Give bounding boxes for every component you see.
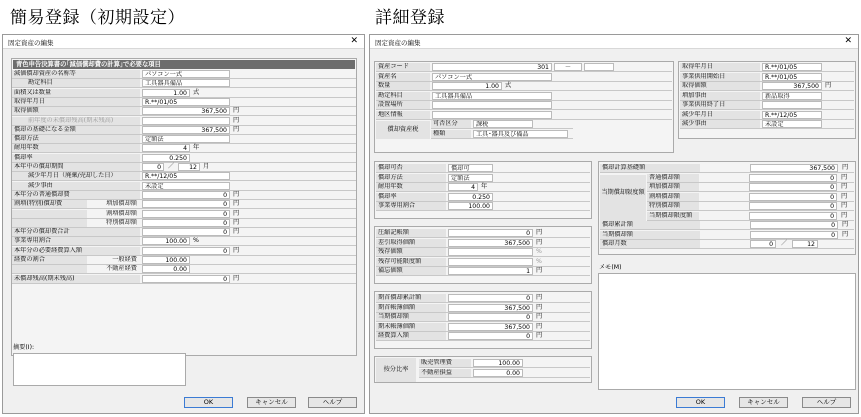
compression-panel (374, 226, 592, 284)
field-value[interactable] (448, 248, 533, 256)
form-row (376, 229, 590, 238)
unit-label: 円 (842, 230, 849, 238)
field-label: 残存価額 (376, 248, 446, 256)
field-label: 勘定科目 (376, 92, 430, 100)
field-label: 取得価額 (12, 107, 140, 115)
field-label: 本年分の償却費合計 (12, 228, 140, 236)
unit-label: 円 (842, 164, 849, 171)
allocation-panel (374, 356, 592, 383)
field-label: 取得価額 (680, 82, 760, 90)
unit-label: 円 (842, 221, 849, 228)
simple-titlebar (3, 35, 364, 49)
field-label: 面積又は数量 (12, 89, 140, 97)
memo-textarea[interactable] (13, 353, 186, 386)
form-row (12, 247, 356, 256)
field-value[interactable]: 0 (749, 202, 837, 210)
field-value[interactable]: 367,500 (448, 304, 533, 312)
form-row (12, 70, 356, 79)
field-value[interactable]: 新品取得 (762, 92, 822, 100)
unit-label: 円 (536, 332, 543, 339)
field-value[interactable]: 100.00 (473, 359, 523, 367)
form-row (12, 98, 356, 107)
field-value[interactable]: 367,500 (762, 82, 822, 90)
unit-label: 円 (841, 202, 848, 209)
form-row (376, 202, 590, 211)
form-row (600, 240, 854, 249)
field-value[interactable]: 4 (448, 183, 478, 191)
field-value[interactable]: 工具器具備品 (432, 92, 552, 100)
unit-label: 円 (536, 229, 543, 236)
field-label: 償却方法 (12, 135, 140, 143)
field-value[interactable]: 367,500 (142, 107, 230, 115)
depreciation-panel (374, 161, 592, 219)
field-value[interactable]: 0 (749, 193, 837, 201)
form-row (680, 63, 854, 72)
memo-label: メモ(M) (599, 264, 622, 271)
unit-label: 円 (233, 200, 240, 208)
form-row (12, 117, 356, 126)
field-sublabel: 特別償却額 (106, 218, 137, 226)
field-label: 取得年月日 (680, 63, 760, 71)
form-row (12, 89, 356, 98)
field-value[interactable]: 0 (749, 212, 837, 220)
field-label: 当期償却額 (376, 313, 446, 321)
form-row (12, 172, 356, 181)
field-label: 種類 (431, 130, 471, 138)
detail-registration-heading: 詳細登録 (375, 8, 445, 28)
form-row (647, 193, 854, 202)
simple-registration-heading: 簡易登録（初期設定） (10, 8, 185, 28)
field-value[interactable]: 100.00 (142, 237, 190, 245)
field-label: 償却計算基礎額 (600, 164, 700, 172)
close-icon[interactable]: ✕ (844, 36, 852, 46)
unit-label: 月 (203, 163, 210, 170)
field-value[interactable]: 367,500 (142, 126, 230, 134)
simple-form-panel (11, 58, 357, 356)
field-label-spacer (12, 219, 87, 227)
form-row (12, 275, 356, 284)
form-row (12, 135, 356, 144)
field-label: 備忘価額 (376, 267, 446, 275)
field-value[interactable]: 0 (142, 163, 164, 171)
close-icon[interactable]: ✕ (350, 36, 358, 46)
field-value[interactable] (448, 258, 533, 266)
field-label: 償却累計額 (600, 221, 700, 229)
help-button[interactable]: ヘルプ (308, 397, 357, 408)
detail-edit-dialog (369, 34, 859, 414)
field-label: 経費算入額 (376, 332, 446, 340)
field-value[interactable]: 0 (142, 191, 230, 199)
form-row (376, 174, 590, 183)
form-row (680, 120, 854, 129)
form-row (12, 265, 356, 274)
form-row (680, 82, 854, 91)
form-row (376, 101, 672, 110)
cancel-button[interactable]: キャンセル (739, 397, 788, 408)
form-row (647, 174, 854, 183)
tax-group-label: 償却資産税 (376, 121, 430, 139)
unit-label: % (193, 237, 199, 245)
field-value[interactable]: 4 (142, 144, 190, 152)
unit-label: 円 (841, 211, 848, 219)
field-label: 増加事由 (680, 92, 760, 100)
field-value[interactable]: 0 (750, 240, 776, 248)
field-value[interactable]: 1 (448, 267, 533, 275)
field-value[interactable]: パソコン一式 (142, 70, 230, 78)
field-value[interactable]: 0.00 (142, 265, 190, 273)
field-label: 事業専用割合 (12, 237, 140, 245)
form-row (12, 200, 356, 209)
field-label: 償却率 (376, 193, 446, 201)
field-label: 資産コード (376, 63, 430, 71)
field-label: 本年中の償却期間 (12, 163, 140, 171)
tax-row (431, 130, 573, 139)
field-value[interactable]: 100.00 (142, 256, 190, 264)
field-sublabel: 一般経費 (112, 256, 137, 263)
simple-section-header: 青色申告決算書の｢減価償却費の計算｣で必要な項目 (13, 60, 355, 69)
form-row (12, 228, 356, 237)
field-label: 不動産損益 (419, 369, 471, 377)
tax-row (431, 120, 573, 129)
field-value[interactable]: 0.250 (448, 193, 493, 201)
form-row (376, 294, 590, 303)
field-label: 償却率 (12, 154, 140, 162)
unit-label: 円 (825, 82, 832, 89)
field-value[interactable]: パソコン一式 (432, 73, 552, 81)
unit-label: 円 (233, 209, 240, 217)
form-row (376, 239, 590, 248)
field-label: 償却可否 (376, 164, 446, 172)
unit-label: 式 (505, 82, 512, 89)
field-value[interactable]: 償却可 (448, 164, 493, 172)
field-label: 償却月数 (600, 240, 700, 248)
field-label: 当期償却額 (600, 231, 700, 239)
field-value[interactable]: 0 (448, 332, 533, 340)
field-label: 経費の割合 (12, 256, 87, 264)
memo-label: 摘要(I): (13, 344, 35, 351)
field-value[interactable]: 0.250 (142, 154, 190, 162)
field-value[interactable]: 0 (749, 183, 837, 191)
ok-button[interactable]: OK (184, 397, 233, 408)
limit-group-label: 当期償却限度額 (600, 175, 646, 221)
field-sublabel: 割増償却額 (106, 209, 137, 217)
field-value[interactable]: R.**/01/05 (142, 98, 230, 106)
field-value[interactable]: 367,500 (448, 239, 533, 247)
form-row (376, 111, 672, 120)
form-row (12, 79, 356, 88)
unit-label: 円 (233, 246, 240, 254)
field-value[interactable]: 0 (448, 229, 533, 237)
field-label-spacer (12, 210, 87, 218)
field-label: 割増償却額 (647, 193, 699, 201)
form-row (376, 183, 590, 192)
field-label: 減価償却資産の名称等 (12, 70, 140, 78)
asset-info-panel (374, 61, 674, 153)
field-value[interactable] (432, 111, 552, 119)
form-row (376, 267, 590, 276)
field-value[interactable]: 12 (792, 240, 818, 248)
field-value[interactable]: 工具器具備品 (142, 79, 230, 87)
form-row (680, 73, 854, 82)
field-label: 事業供用終了日 (680, 101, 760, 109)
simple-edit-dialog (2, 34, 365, 414)
field-label: 償却の基礎になる金額 (12, 126, 140, 134)
field-sublabel: 不動産経費 (106, 265, 137, 273)
separator: ／ (781, 240, 788, 247)
detail-titlebar (370, 35, 858, 49)
unit-label: % (536, 257, 542, 265)
field-value-sub[interactable]: － (554, 63, 582, 71)
form-row (12, 107, 356, 116)
field-label: 事業専用割合 (376, 202, 446, 210)
field-label: 増加償却額 (647, 183, 699, 191)
field-value[interactable]: 100.00 (448, 202, 493, 210)
field-value[interactable]: 1.00 (432, 82, 502, 90)
field-value[interactable]: 0 (142, 228, 230, 236)
form-row (600, 221, 854, 230)
detail-dialog-title: 固定資産の編集 (375, 39, 421, 47)
form-row (376, 164, 590, 173)
separator: ／ (168, 163, 175, 170)
field-value[interactable]: 0 (448, 313, 533, 321)
field-label: 普通償却額 (647, 174, 699, 182)
field-label: 減少年月日（廃棄/売却した日） (12, 172, 140, 180)
form-row (376, 304, 590, 313)
unit-label: 円 (536, 303, 543, 311)
field-value[interactable]: R.**/01/05 (762, 73, 822, 81)
field-value[interactable]: 0 (448, 294, 533, 302)
form-row (376, 313, 590, 322)
form-row (647, 212, 854, 221)
unit-label: 円 (233, 228, 240, 236)
form-row (376, 248, 590, 257)
field-label: 期末帳簿価額 (376, 323, 446, 331)
field-value[interactable]: 12 (178, 163, 200, 171)
field-label: 耐用年数 (376, 183, 446, 191)
unit-label: 円 (841, 192, 848, 200)
field-value[interactable]: 0 (749, 174, 837, 182)
form-row (600, 164, 854, 173)
cancel-button[interactable]: キャンセル (247, 397, 296, 408)
form-row (376, 92, 672, 101)
unit-label: 式 (193, 88, 200, 96)
field-value[interactable]: 定額法 (448, 174, 493, 182)
unit-label: 円 (536, 267, 543, 274)
form-row (419, 359, 590, 368)
form-row (376, 332, 590, 341)
field-label: 差引取得価額 (376, 239, 446, 247)
unit-label: 円 (536, 294, 543, 301)
form-row (376, 323, 590, 332)
form-row (376, 258, 590, 267)
field-label: 割増(特別)償却費 (12, 200, 87, 208)
acquisition-panel (678, 61, 856, 139)
unit-label: 円 (233, 125, 240, 133)
field-value[interactable]: 定額法 (142, 135, 230, 143)
unit-label: 年 (193, 144, 200, 152)
field-label: 事業供用開始日 (680, 73, 760, 81)
field-value-sub2[interactable] (584, 63, 614, 71)
form-row (600, 231, 854, 240)
field-value[interactable]: 0 (750, 221, 838, 229)
unit-label: 円 (233, 107, 240, 115)
field-value[interactable]: 367,500 (750, 164, 838, 172)
field-value[interactable] (762, 101, 822, 109)
form-row (376, 82, 672, 91)
field-label: 取得年月日 (12, 98, 140, 106)
field-label: 数量 (376, 82, 430, 90)
field-value[interactable]: 1.00 (142, 89, 190, 97)
field-value[interactable]: 0 (142, 275, 230, 283)
field-value[interactable]: R.**/12/05 (142, 172, 230, 180)
form-row (680, 101, 854, 110)
field-value[interactable]: 工具･器具及び備品 (473, 130, 568, 138)
unit-label: 円 (841, 173, 848, 181)
field-value[interactable]: 0 (750, 231, 838, 239)
field-label: 残存可能限度額 (376, 258, 446, 266)
form-row (12, 144, 356, 153)
form-row (680, 92, 854, 101)
field-label: 償却方法 (376, 174, 446, 182)
field-sublabel: 増加償却額 (106, 200, 137, 208)
form-row (376, 73, 672, 82)
field-label: 未償却残高(期末残高) (12, 275, 140, 283)
memo-textarea[interactable] (598, 273, 856, 390)
unit-label: 円 (841, 183, 848, 190)
field-value[interactable]: 367,500 (448, 323, 533, 331)
field-label: 当期償却限度額 (647, 212, 699, 220)
field-label: 減少事由 (12, 182, 140, 190)
field-value[interactable]: 0 (142, 210, 230, 218)
field-label: 減少年月日 (680, 111, 760, 119)
field-value[interactable]: 301 (432, 63, 552, 71)
field-label: 本年分の必要経費算入額 (12, 247, 140, 255)
simple-dialog-title: 固定資産の編集 (8, 39, 54, 47)
field-label: 本年分の普通償却費 (12, 191, 140, 199)
field-label: 減少事由 (680, 120, 760, 128)
field-label: 前年度の未償却残高(期末残高) (12, 117, 140, 125)
form-row (12, 154, 356, 163)
unit-label: 円 (536, 322, 543, 330)
form-row (12, 126, 356, 135)
field-label: 期首償却累計額 (376, 294, 446, 302)
field-label: 販売管理費 (419, 359, 471, 367)
field-value[interactable]: 0 (142, 200, 230, 208)
form-row (12, 163, 356, 172)
field-label: 特別償却額 (647, 202, 699, 210)
form-row (419, 369, 590, 378)
unit-label: % (536, 248, 542, 255)
unit-label: 円 (233, 190, 240, 198)
field-label: 期首帳簿価額 (376, 304, 446, 312)
field-value[interactable]: 未設定 (142, 182, 230, 190)
unit-label: 円 (233, 116, 240, 124)
field-label: 資産名 (376, 73, 430, 81)
form-row (12, 219, 356, 228)
form-row (680, 111, 854, 120)
allocation-label: 按分比率 (376, 358, 416, 382)
field-label: 耐用年数 (12, 144, 140, 152)
field-label: 可否区分 (431, 120, 471, 128)
field-value[interactable] (432, 101, 552, 109)
form-row (647, 183, 854, 192)
help-button[interactable]: ヘルプ (802, 397, 851, 408)
form-row (376, 193, 590, 202)
unit-label: 円 (536, 238, 543, 246)
unit-label: 円 (233, 274, 240, 282)
form-row (12, 182, 356, 191)
field-value[interactable]: 0 (142, 247, 230, 255)
unit-label: 円 (233, 218, 240, 226)
field-label-spacer (12, 265, 87, 273)
form-row (12, 237, 356, 246)
field-value[interactable]: R.**/12/05 (762, 111, 822, 119)
field-value[interactable]: R.**/01/05 (762, 63, 822, 71)
field-value[interactable]: 未設定 (762, 120, 822, 128)
unit-label: 年 (481, 183, 488, 190)
field-label: 勘定科目 (12, 79, 140, 87)
form-row (647, 202, 854, 211)
form-row (12, 210, 356, 219)
field-label: 設置場所 (376, 101, 430, 109)
period-panel (374, 291, 592, 349)
form-row (12, 256, 356, 265)
calculation-panel (598, 161, 856, 255)
field-value[interactable]: 課税 (473, 120, 533, 128)
field-label: 圧縮記帳額 (376, 229, 446, 237)
field-value[interactable] (142, 117, 230, 125)
field-value[interactable]: 0 (142, 219, 230, 227)
ok-button[interactable]: OK (676, 397, 725, 408)
form-row (376, 63, 672, 72)
field-label: 地区情報 (376, 111, 430, 119)
unit-label: 円 (536, 313, 543, 320)
form-row (12, 191, 356, 200)
field-value[interactable]: 0.00 (473, 369, 523, 377)
